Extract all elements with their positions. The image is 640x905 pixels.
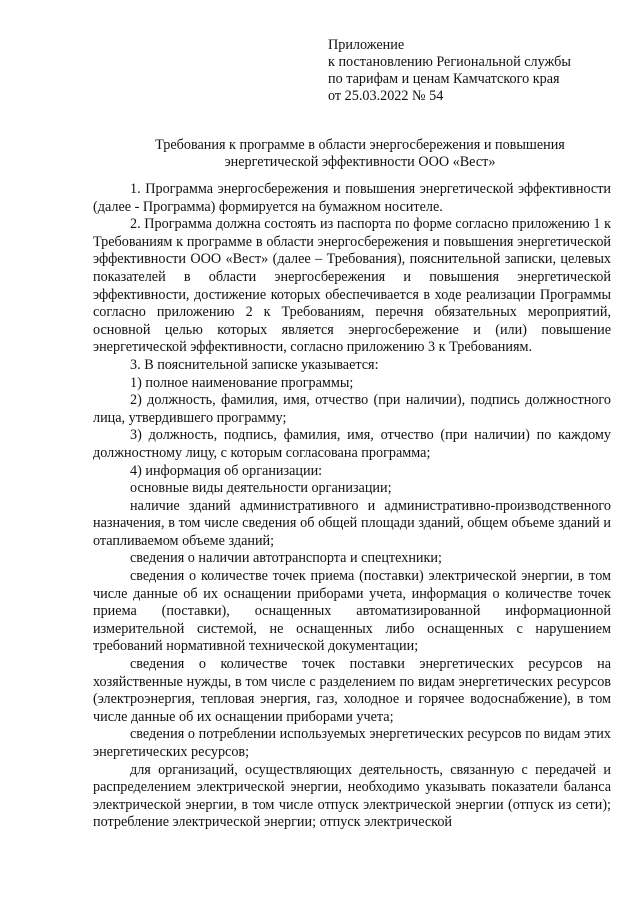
paragraph: 4) информация об организации: xyxy=(130,462,323,479)
title-line: энергетической эффективности ООО «Вест» xyxy=(224,154,496,170)
paragraph: сведения о потреблении используемых энергетических ресурсов по видам этих энергетических ресурсов; xyxy=(93,726,611,760)
paragraph: 3) должность, подпись, фамилия, имя, отчество (при наличии) по каждому должностному лицу, с которым согласована программа; xyxy=(93,427,611,461)
paragraph: 3. В пояснительной записке указывается: xyxy=(130,356,379,373)
title-line: Требования к программе в области энергосбережения и повышения xyxy=(155,137,565,153)
paragraph: 1. Программа энергосбережения и повышения энергетической эффективности (далее - Программа) формируется на бумажном носителе. xyxy=(93,181,611,215)
paragraph: 1) полное наименование программы; xyxy=(130,374,354,391)
paragraph: сведения о наличии автотранспорта и спецтехники; xyxy=(130,550,442,567)
document-title xyxy=(70,137,640,171)
stamp-line: по тарифам и ценам Камчатского края xyxy=(328,71,560,87)
paragraph: 2) должность, фамилия, имя, отчество (при наличии), подпись должностного лица, утвердившего программу; xyxy=(93,392,611,426)
paragraph: 2. Программа должна состоять из паспорта по форме согласно приложению 1 к Требованиям к программе в области энергосбережения и повышения энергетической эффективности ООО «Вест» (далее – Требования), пояснительной записки, целевых показателей в области энергосбережения и повышения энергетической эффективности, достижение которых обеспечивается в ходе реализации Программы согласно приложению 2 к Требованиям, перечня обязательных мероприятий, основной целью которых является энергосбережение и (или) повышение энергетической эффективности, согласно приложению 3 к Требованиям. xyxy=(93,216,611,356)
stamp-line: к постановлению Региональной службы xyxy=(328,54,571,70)
stamp-line: от 25.03.2022 № 54 xyxy=(328,88,444,104)
paragraph: сведения о количестве точек поставки энергетических ресурсов на хозяйственные нужды, в том числе с разделением по видам энергетических ресурсов (электроэнергия, тепловая энергия, газ, холодное и горячее водоснабжение), в том числе данные об их оснащении приборами учета; xyxy=(93,656,611,725)
approval-stamp xyxy=(328,37,571,105)
paragraph: наличие зданий административного и административно-производственного назначения, в том числе сведения об общей площади зданий, общем объеме зданий и отапливаемом объеме зданий; xyxy=(93,497,611,549)
document-body xyxy=(93,181,611,832)
stamp-line: Приложение xyxy=(328,37,405,53)
paragraph: основные виды деятельности организации; xyxy=(130,480,392,497)
paragraph: сведения о количестве точек приема (поставки) электрической энергии, в том числе данные об их оснащении приборами учета, информация о количестве точек приема (поставки), оснащенных автоматизированной информационной измерительной системой, не оснащенных либо оснащенных с нарушением требований нормативной технической документации; xyxy=(93,568,611,655)
paragraph: для организаций, осуществляющих деятельность, связанную с передачей и распределением электрической энергии, необходимо указывать показатели баланса электрической энергии, в том числе отпуск электрической энергии (отпуск из сети); потребление электрической энергии; отпуск электрической xyxy=(93,761,611,831)
